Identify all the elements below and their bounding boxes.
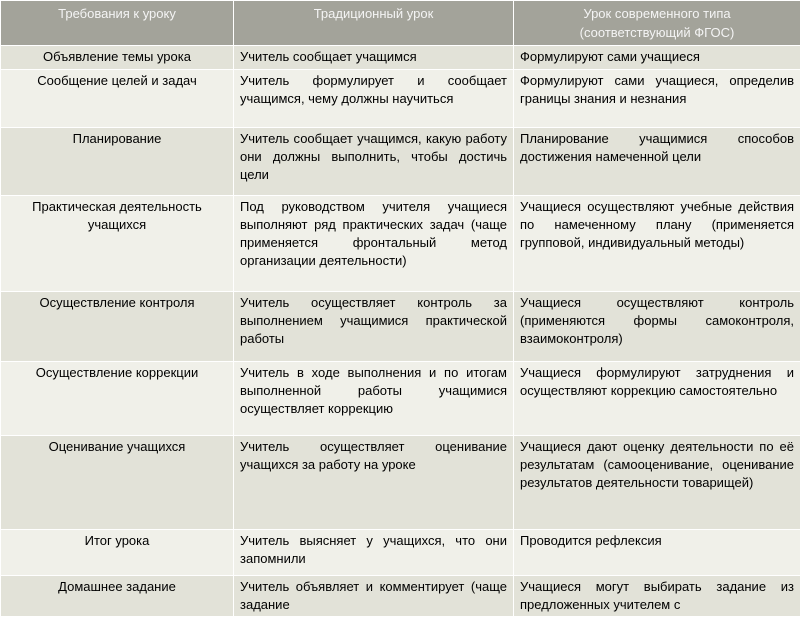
modern-cell: Формулируют сами учащиеся bbox=[514, 46, 801, 70]
table-row bbox=[1, 70, 801, 128]
table-row bbox=[1, 576, 801, 617]
traditional-cell: Учитель в ходе выполнения и по итогам выполненной работы учащимися осуществляет коррекцию bbox=[234, 362, 514, 436]
requirement-cell: Объявление темы урока bbox=[1, 46, 234, 70]
table-row bbox=[1, 128, 801, 196]
header-modern-line1: Урок современного типа bbox=[583, 6, 731, 21]
header-requirements: Требования к уроку bbox=[1, 1, 234, 46]
requirement-cell: Итог урока bbox=[1, 530, 234, 576]
requirement-cell: Планирование bbox=[1, 128, 234, 196]
modern-cell: Учащиеся формулируют затруднения и осуществляют коррекцию самостоятельно bbox=[514, 362, 801, 436]
header-traditional: Традиционный урок bbox=[234, 1, 514, 46]
table-row bbox=[1, 292, 801, 362]
requirement-cell: Домашнее задание bbox=[1, 576, 234, 617]
traditional-cell: Учитель выясняет у учащихся, что они запомнили bbox=[234, 530, 514, 576]
traditional-cell: Учитель осуществляет контроль за выполнением учащимися практической работы bbox=[234, 292, 514, 362]
traditional-cell: Учитель осуществляет оценивание учащихся за работу на уроке bbox=[234, 436, 514, 530]
table-row bbox=[1, 46, 801, 70]
modern-cell: Проводится рефлексия bbox=[514, 530, 801, 576]
header-modern bbox=[514, 1, 801, 46]
table-row bbox=[1, 436, 801, 530]
traditional-cell: Учитель сообщает учащимся, какую работу они должны выполнить, чтобы достичь цели bbox=[234, 128, 514, 196]
requirement-cell: Осуществление контроля bbox=[1, 292, 234, 362]
requirement-cell: Сообщение целей и задач bbox=[1, 70, 234, 128]
requirement-cell: Осуществление коррекции bbox=[1, 362, 234, 436]
modern-cell: Формулируют сами учащиеся, определив границы знания и незнания bbox=[514, 70, 801, 128]
traditional-cell: Под руководством учителя учащиеся выполняют ряд практических задач (чаще применяется фронтальный метод организации деятельности) bbox=[234, 196, 514, 292]
traditional-cell: Учитель объявляет и комментирует (чаще задание bbox=[234, 576, 514, 617]
table-row bbox=[1, 362, 801, 436]
modern-cell: Учащиеся осуществляют учебные действия по намеченному плану (применяется групповой, индивидуальный методы) bbox=[514, 196, 801, 292]
table-row bbox=[1, 530, 801, 576]
requirement-cell: Оценивание учащихся bbox=[1, 436, 234, 530]
modern-cell: Учащиеся могут выбирать задание из предложенных учителем с bbox=[514, 576, 801, 617]
modern-cell: Учащиеся осуществляют контроль (применяются формы самоконтроля, взаимоконтроля) bbox=[514, 292, 801, 362]
table-row bbox=[1, 196, 801, 292]
table-header-row bbox=[1, 1, 801, 46]
requirement-cell: Практическая деятельность учащихся bbox=[1, 196, 234, 292]
header-modern-line2: (соответствующий ФГОС) bbox=[579, 25, 735, 40]
traditional-cell: Учитель формулирует и сообщает учащимся, чему должны научиться bbox=[234, 70, 514, 128]
traditional-cell: Учитель сообщает учащимся bbox=[234, 46, 514, 70]
modern-cell: Планирование учащимися способов достижения намеченной цели bbox=[514, 128, 801, 196]
modern-cell: Учащиеся дают оценку деятельности по её результатам (самооценивание, оценивание результатов деятельности товарищей) bbox=[514, 436, 801, 530]
